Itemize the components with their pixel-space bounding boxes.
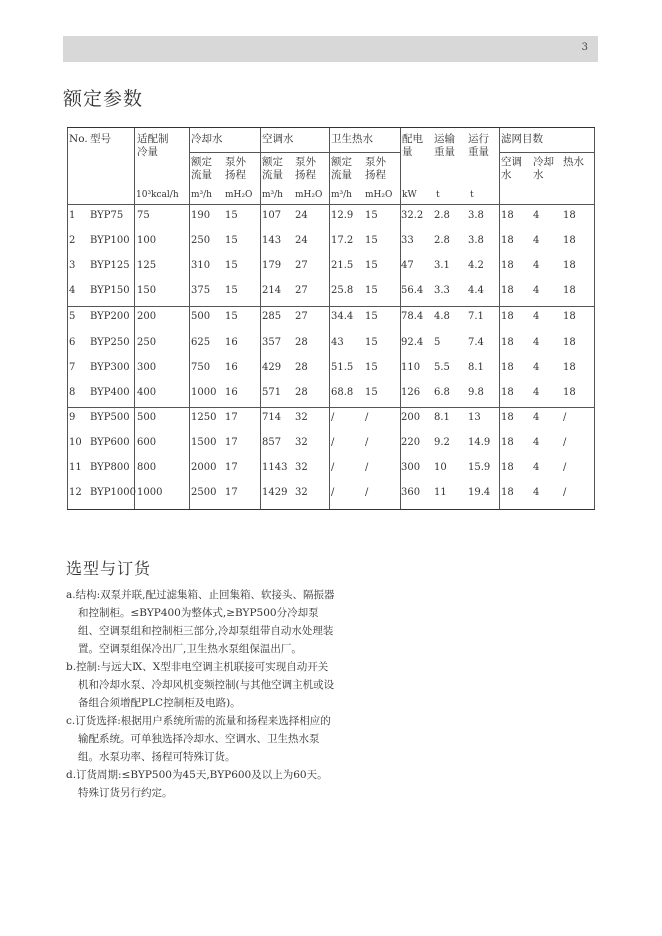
- cell-hw-head: 15: [365, 337, 378, 348]
- cell-hw-flow: /: [331, 487, 335, 498]
- cell-m2: 4: [533, 337, 540, 348]
- cell-cap: 800: [137, 462, 157, 473]
- cell-ch-head: 27: [295, 285, 308, 296]
- cell-m3: 18: [563, 337, 576, 348]
- cell-no: 7: [69, 362, 76, 373]
- cell-m2: 4: [533, 462, 540, 473]
- cell-ch-flow: 1143: [262, 462, 288, 473]
- col-divider: [329, 128, 330, 509]
- cell-hw-head: /: [365, 412, 369, 423]
- cell-hw-flow: 12.9: [331, 210, 354, 221]
- header-operating-weight: 运行重量: [468, 133, 489, 158]
- cell-tw: 11: [434, 487, 447, 498]
- cell-model: BYP200: [90, 311, 130, 322]
- cell-tw: 5: [434, 337, 441, 348]
- cell-cap: 200: [137, 311, 157, 322]
- cell-hw-flow: 34.4: [331, 311, 354, 322]
- subheader-mesh-chilled: 空调水: [501, 156, 522, 181]
- cell-cw-head: 16: [225, 337, 238, 348]
- cell-cap: 150: [137, 285, 157, 296]
- cell-ch-head: 24: [295, 210, 308, 221]
- header-no: No.: [69, 133, 88, 145]
- subheader-cw-head: 泵外扬程: [225, 156, 246, 181]
- cell-power: 200: [401, 412, 421, 423]
- cell-hw-flow: /: [331, 412, 335, 423]
- col-divider: [67, 128, 68, 509]
- cell-cw-head: 17: [225, 487, 238, 498]
- cell-cw-flow: 310: [191, 260, 211, 271]
- cell-cw-flow: 750: [191, 362, 211, 373]
- cell-cap: 100: [137, 235, 157, 246]
- cell-cw-flow: 375: [191, 285, 211, 296]
- cell-hw-head: 15: [365, 210, 378, 221]
- subheader-ch-flow: 额定流量: [262, 156, 283, 181]
- cell-power: 220: [401, 437, 421, 448]
- cell-power: 126: [401, 387, 421, 398]
- cell-m2: 4: [533, 362, 540, 373]
- col-divider: [499, 128, 500, 509]
- cell-ow: 15.9: [468, 462, 491, 473]
- header-power: 配电量: [402, 133, 423, 158]
- cell-ch-head: 27: [295, 311, 308, 322]
- cell-cw-flow: 1250: [191, 412, 217, 423]
- cell-cw-head: 15: [225, 260, 238, 271]
- cell-cap: 300: [137, 362, 157, 373]
- cell-m1: 18: [501, 387, 514, 398]
- cell-ch-flow: 714: [262, 412, 282, 423]
- cell-ow: 4.2: [468, 260, 484, 271]
- cell-cw-flow: 2500: [191, 487, 217, 498]
- cell-ch-head: 32: [295, 487, 308, 498]
- cell-ow: 3.8: [468, 235, 484, 246]
- cell-hw-flow: /: [331, 462, 335, 473]
- cell-m1: 18: [501, 487, 514, 498]
- cell-m3: /: [563, 412, 567, 423]
- cell-ch-flow: 285: [262, 311, 282, 322]
- cell-tw: 4.8: [434, 311, 450, 322]
- cell-ow: 13: [468, 412, 481, 423]
- cell-cw-head: 16: [225, 387, 238, 398]
- header-hot-water: 卫生热水: [331, 133, 373, 145]
- cell-cap: 125: [137, 260, 157, 271]
- col-divider: [260, 128, 261, 509]
- cell-m2: 4: [533, 210, 540, 221]
- cell-ch-head: 27: [295, 260, 308, 271]
- cell-hw-head: 15: [365, 362, 378, 373]
- cell-cw-head: 17: [225, 437, 238, 448]
- cell-tw: 3.1: [434, 260, 450, 271]
- cell-hw-head: /: [365, 437, 369, 448]
- cell-power: 360: [401, 487, 421, 498]
- note-item: a.结构:双泵并联,配过滤集箱、止回集箱、软接头、隔振器和控制柜。≤BYP400为整体式,≥BYP500分冷却泵组、空调泵组和控制柜三部分,冷却泵组带自动水处理装置。空调泵组保冷出厂,卫生热水泵组保温出厂。: [66, 589, 335, 655]
- cell-hw-flow: 21.5: [331, 260, 354, 271]
- cell-ow: 14.9: [468, 437, 491, 448]
- subheader-mesh-cooling: 冷却水: [533, 156, 554, 181]
- cell-ch-flow: 143: [262, 235, 282, 246]
- subheader-mesh-hot: 热水: [563, 156, 584, 168]
- unit-cw-flow: m³/h: [191, 190, 212, 200]
- cell-cw-head: 15: [225, 210, 238, 221]
- cell-power: 78.4: [401, 311, 424, 322]
- cell-power: 33: [401, 235, 414, 246]
- cell-cw-head: 17: [225, 412, 238, 423]
- col-divider: [134, 128, 135, 509]
- cell-no: 9: [69, 412, 76, 423]
- cell-hw-flow: 17.2: [331, 235, 354, 246]
- unit-transport-weight: t: [436, 190, 440, 200]
- cell-m3: /: [563, 462, 567, 473]
- cell-ow: 4.4: [468, 285, 484, 296]
- cell-m3: 18: [563, 362, 576, 373]
- section-title-order: 选型与订货: [66, 559, 152, 578]
- cell-cw-flow: 2000: [191, 462, 217, 473]
- header-capacity: 适配制冷量: [137, 133, 169, 158]
- unit-capacity: 10³kcal/h: [136, 190, 179, 200]
- cell-cw-head: 15: [225, 285, 238, 296]
- cell-cw-flow: 500: [191, 311, 211, 322]
- unit-ch-flow: m³/h: [262, 190, 283, 200]
- header-cooling-water: 冷却水: [191, 133, 223, 145]
- cell-hw-head: 15: [365, 285, 378, 296]
- cell-tw: 6.8: [434, 387, 450, 398]
- cell-cap: 600: [137, 437, 157, 448]
- cell-model: BYP600: [90, 437, 130, 448]
- cell-m1: 18: [501, 311, 514, 322]
- cell-ch-head: 24: [295, 235, 308, 246]
- col-divider: [189, 128, 190, 509]
- cell-model: BYP800: [90, 462, 130, 473]
- subheader-ch-head: 泵外扬程: [295, 156, 316, 181]
- cell-ow: 19.4: [468, 487, 491, 498]
- cell-power: 56.4: [401, 285, 424, 296]
- cell-m3: /: [563, 487, 567, 498]
- cell-no: 5: [69, 311, 76, 322]
- cell-ch-flow: 571: [262, 387, 282, 398]
- cell-ch-flow: 857: [262, 437, 282, 448]
- cell-cw-head: 17: [225, 462, 238, 473]
- unit-cw-head: mH₂O: [225, 190, 253, 200]
- cell-power: 47: [401, 260, 414, 271]
- cell-model: BYP75: [90, 210, 124, 221]
- header-filter-mesh: 滤网目数: [501, 133, 543, 145]
- cell-cw-head: 15: [225, 311, 238, 322]
- cell-ch-flow: 1429: [262, 487, 288, 498]
- cell-m2: 4: [533, 235, 540, 246]
- cell-cap: 500: [137, 412, 157, 423]
- cell-cw-head: 16: [225, 362, 238, 373]
- cell-m1: 18: [501, 437, 514, 448]
- cell-cw-flow: 1500: [191, 437, 217, 448]
- col-divider: [594, 128, 595, 509]
- cell-no: 6: [69, 337, 76, 348]
- cell-power: 92.4: [401, 337, 424, 348]
- page-number: 3: [581, 42, 588, 53]
- unit-power: kW: [402, 190, 417, 200]
- cell-ch-head: 28: [295, 337, 308, 348]
- cell-m2: 4: [533, 487, 540, 498]
- cell-m3: 18: [563, 387, 576, 398]
- note-item: c.订货选择:根据用户系统所需的流量和扬程来选择相应的输配系统。可单独选择冷却水、空调水、卫生热水泵组。水泵功率、扬程可特殊订货。: [66, 715, 331, 763]
- cell-model: BYP500: [90, 412, 130, 423]
- cell-tw: 5.5: [434, 362, 450, 373]
- cell-hw-head: 15: [365, 260, 378, 271]
- header-transport-weight: 运输重量: [434, 133, 455, 158]
- cell-m3: 18: [563, 311, 576, 322]
- cell-model: BYP100: [90, 235, 130, 246]
- section-title-params: 额定参数: [63, 88, 144, 110]
- header-model: 型号: [90, 133, 111, 145]
- cell-m2: 4: [533, 437, 540, 448]
- cell-hw-head: 15: [365, 387, 378, 398]
- unit-hw-head: mH₂O: [365, 190, 393, 200]
- cell-model: BYP300: [90, 362, 130, 373]
- page-header-bar: [63, 36, 598, 62]
- cell-m2: 4: [533, 285, 540, 296]
- cell-cw-head: 15: [225, 235, 238, 246]
- cell-m1: 18: [501, 462, 514, 473]
- cell-cap: 250: [137, 337, 157, 348]
- cell-tw: 3.3: [434, 285, 450, 296]
- cell-ch-head: 32: [295, 412, 308, 423]
- cell-power: 300: [401, 462, 421, 473]
- cell-no: 8: [69, 387, 76, 398]
- cell-ow: 8.1: [468, 362, 484, 373]
- cell-ch-flow: 429: [262, 362, 282, 373]
- subheader-cw-flow: 额定流量: [191, 156, 212, 181]
- cell-m2: 4: [533, 412, 540, 423]
- note-item: b.控制:与远大Ⅸ、Ⅹ型非电空调主机联接可实现自动开关机和冷却水泵、冷却风机变频控制(与其他空调主机或设备组合须增配PLC控制柜及电路)。: [66, 661, 335, 709]
- cell-hw-flow: /: [331, 437, 335, 448]
- cell-no: 4: [69, 285, 76, 296]
- cell-model: BYP250: [90, 337, 130, 348]
- cell-no: 3: [69, 260, 76, 271]
- cell-m1: 18: [501, 337, 514, 348]
- cell-ch-flow: 107: [262, 210, 282, 221]
- cell-m1: 18: [501, 362, 514, 373]
- cell-no: 12: [69, 487, 82, 498]
- unit-ch-head: mH₂O: [295, 190, 323, 200]
- cell-m1: 18: [501, 235, 514, 246]
- cell-m2: 4: [533, 311, 540, 322]
- cell-model: BYP125: [90, 260, 130, 271]
- cell-cw-flow: 190: [191, 210, 211, 221]
- row-divider: [67, 306, 595, 307]
- cell-cw-flow: 1000: [191, 387, 217, 398]
- cell-tw: 9.2: [434, 437, 450, 448]
- cell-ow: 9.8: [468, 387, 484, 398]
- cell-ow: 7.4: [468, 337, 484, 348]
- cell-ch-head: 28: [295, 362, 308, 373]
- cell-ow: 7.1: [468, 311, 484, 322]
- cell-cw-flow: 625: [191, 337, 211, 348]
- cell-ch-flow: 357: [262, 337, 282, 348]
- cell-ch-flow: 179: [262, 260, 282, 271]
- cell-no: 2: [69, 235, 76, 246]
- cell-hw-flow: 51.5: [331, 362, 354, 373]
- cell-power: 32.2: [401, 210, 424, 221]
- row-divider: [499, 152, 595, 153]
- subheader-hw-head: 泵外扬程: [365, 156, 386, 181]
- cell-m1: 18: [501, 412, 514, 423]
- subheader-hw-flow: 额定流量: [331, 156, 352, 181]
- header-chilled-water: 空调水: [262, 133, 294, 145]
- cell-hw-flow: 68.8: [331, 387, 354, 398]
- cell-m2: 4: [533, 260, 540, 271]
- cell-no: 10: [69, 437, 82, 448]
- cell-ch-head: 32: [295, 462, 308, 473]
- cell-no: 11: [69, 462, 82, 473]
- cell-tw: 8.1: [434, 412, 450, 423]
- cell-m1: 18: [501, 260, 514, 271]
- cell-ow: 3.8: [468, 210, 484, 221]
- row-divider: [67, 407, 595, 408]
- params-table: [67, 127, 595, 510]
- cell-hw-head: 15: [365, 235, 378, 246]
- cell-m3: 18: [563, 260, 576, 271]
- row-divider: [189, 152, 401, 153]
- unit-hw-flow: m³/h: [331, 190, 352, 200]
- cell-m3: /: [563, 437, 567, 448]
- cell-cap: 1000: [137, 487, 163, 498]
- cell-hw-head: 15: [365, 311, 378, 322]
- cell-ch-flow: 214: [262, 285, 282, 296]
- cell-tw: 10: [434, 462, 447, 473]
- cell-ch-head: 32: [295, 437, 308, 448]
- cell-hw-flow: 43: [331, 337, 344, 348]
- unit-operating-weight: t: [470, 190, 474, 200]
- cell-no: 1: [69, 210, 76, 221]
- cell-tw: 2.8: [434, 235, 450, 246]
- order-notes: [66, 586, 336, 802]
- cell-tw: 2.8: [434, 210, 450, 221]
- cell-model: BYP400: [90, 387, 130, 398]
- cell-m1: 18: [501, 210, 514, 221]
- cell-hw-flow: 25.8: [331, 285, 354, 296]
- cell-m1: 18: [501, 285, 514, 296]
- cell-m2: 4: [533, 387, 540, 398]
- note-item: d.订货周期:≤BYP500为45天,BYP600及以上为60天。特殊订货另行约定。: [66, 769, 328, 799]
- cell-hw-head: /: [365, 487, 369, 498]
- cell-cw-flow: 250: [191, 235, 211, 246]
- cell-model: BYP1000: [90, 487, 136, 498]
- cell-cap: 75: [137, 210, 150, 221]
- cell-power: 110: [401, 362, 421, 373]
- row-divider: [67, 204, 595, 205]
- cell-ch-head: 28: [295, 387, 308, 398]
- cell-cap: 400: [137, 387, 157, 398]
- cell-m3: 18: [563, 235, 576, 246]
- cell-hw-head: /: [365, 462, 369, 473]
- cell-m3: 18: [563, 285, 576, 296]
- cell-m3: 18: [563, 210, 576, 221]
- cell-model: BYP150: [90, 285, 130, 296]
